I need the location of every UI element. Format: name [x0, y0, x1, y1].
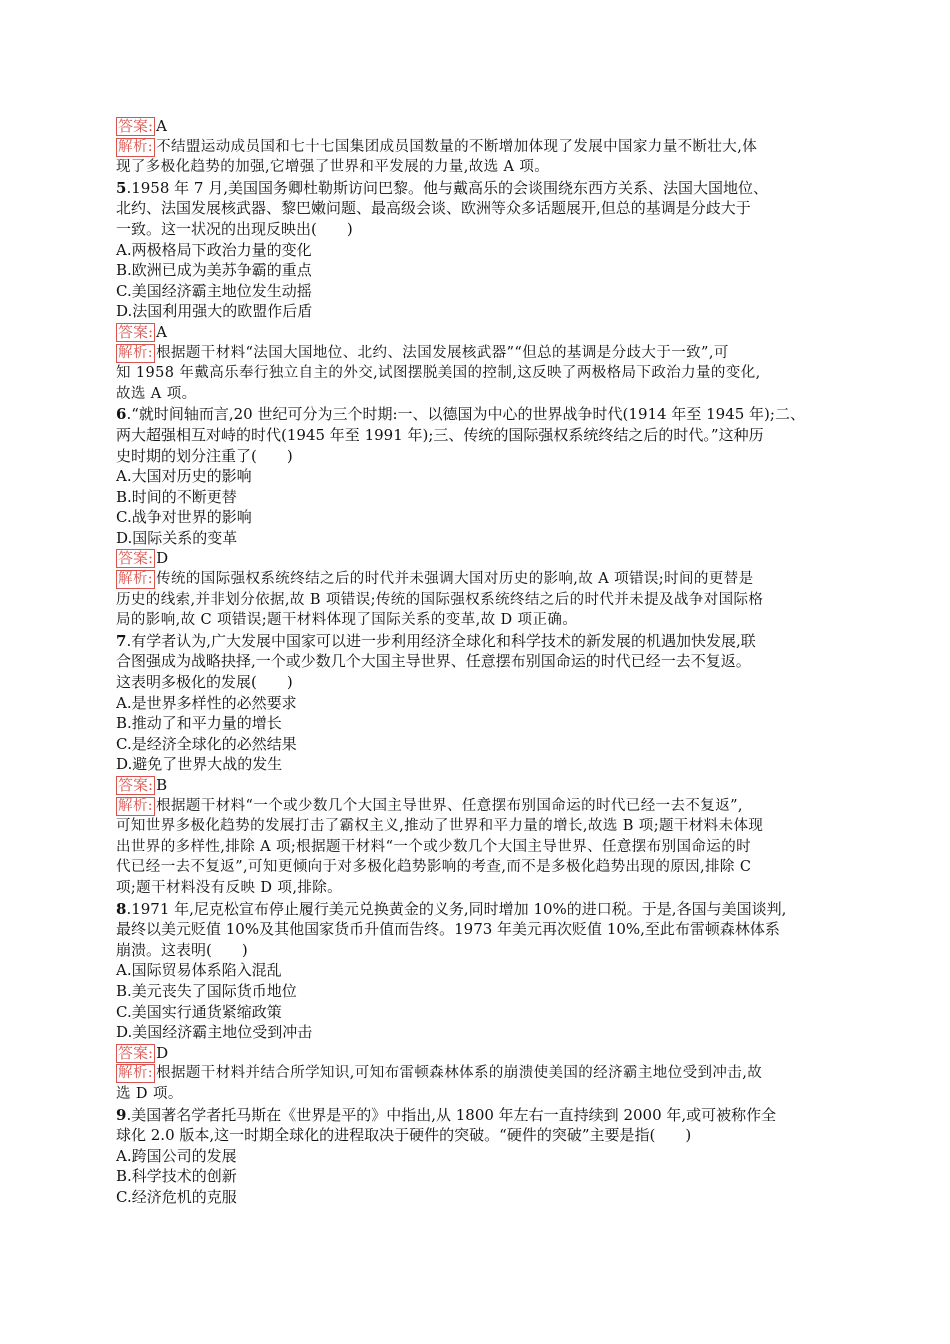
q6-stem: 6.“就时间轴而言,20 世纪可分为三个时期:一、以德国为中心的世界战争时代(1914 年至 1945 年);二、 — [116, 405, 805, 424]
answer-tag: 答案: — [118, 549, 154, 568]
q7-stem: 7.有学者认为,广大发展中国家可以进一步利用经济全球化和科学技术的新发展的机遇加快发展,联 — [116, 631, 756, 650]
q6-analysis: 解析: 传统的国际强权系统终结之后的时代并未强调大国对历史的影响,故 A 项错误;时间的更替是 — [118, 571, 754, 588]
q7-analysis-line: 项;题干材料没有反映 D 项,排除。 — [116, 879, 343, 896]
answer-tag: 答案: — [118, 117, 154, 135]
q5-stem-line: 一致。这一状况的出现反映出( ) — [116, 219, 353, 238]
q6-option-a: A.大国对历史的影响 — [116, 467, 252, 486]
q6-option-d: D.国际关系的变革 — [116, 528, 238, 547]
q9-stem: 9.美国著名学者托马斯在《世界是平的》中指出,从 1800 年左右一直持续到 2000 年,或可被称作全 — [116, 1105, 777, 1124]
q5-option-a: A.两极格局下政治力量的变化 — [116, 240, 312, 259]
q7-option-b: B.推动了和平力量的增长 — [116, 714, 282, 733]
q6-analysis-line: 局的影响,故 C 项错误;题干材料体现了国际关系的变革,故 D 项正确。 — [116, 612, 578, 629]
q8-stem: 8.1971 年,尼克松宣布停止履行美元兑换黄金的义务,同时增加 10%的进口税。于是,各国与美国谈判, — [116, 899, 787, 918]
q6-option-c: C.战争对世界的影响 — [116, 508, 252, 527]
q8-option-d: D.美国经济霸主地位受到冲击 — [116, 1023, 313, 1042]
analysis-tag: 解析: — [118, 138, 154, 155]
q6-answer: 答案: D — [118, 549, 169, 568]
q5-stem: 5.1958 年 7 月,美国国务卿杜勒斯访问巴黎。他与戴高乐的会谈围绕东西方关系、法国大国地位、 — [116, 178, 768, 197]
q8-answer: 答案: D — [118, 1043, 169, 1062]
q9-option-c: C.经济危机的克服 — [116, 1187, 237, 1206]
q7-analysis: 解析: 根据题干材料“一个或少数几个大国主导世界、任意摆布别国命运的时代已经一去不复返”, — [118, 797, 743, 814]
answer-tag: 答案: — [118, 1043, 154, 1062]
analysis-tag: 解析: — [118, 344, 154, 361]
q6-option-b: B.时间的不断更替 — [116, 487, 237, 506]
q8-stem-line: 最终以美元贬值 10%及其他国家货币升值而告终。1973 年美元再次贬值 10%,至此布雷顿森林体系 — [116, 920, 780, 939]
q5-option-b: B.欧洲已成为美苏争霸的重点 — [116, 261, 312, 280]
q9-option-a: A.跨国公司的发展 — [116, 1146, 237, 1165]
q7-stem-line: 合图强成为战略抉择,一个或少数几个大国主导世界、任意摆布别国命运的时代已经一去不复返。 — [116, 652, 751, 671]
q5-analysis-line: 故选 A 项。 — [116, 385, 197, 402]
q5-option-c: C.美国经济霸主地位发生动摇 — [116, 281, 312, 300]
analysis-tag: 解析: — [118, 1065, 154, 1082]
q8-option-b: B.美元丧失了国际货币地位 — [116, 981, 297, 1000]
q6-stem-line: 两大超强相互对峙的时代(1945 年至 1991 年);三、传统的国际强权系统终结之后的时代。”这种历 — [116, 425, 764, 444]
q8-analysis: 解析: 根据题干材料并结合所学知识,可知布雷顿森林体系的崩溃使美国的经济霸主地位受到冲击,故 — [118, 1065, 763, 1082]
q8-option-a: A.国际贸易体系陷入混乱 — [116, 961, 282, 980]
q4-analysis: 解析: 不结盟运动成员国和七十七国集团成员国数量的不断增加体现了发展中国家力量不断壮大,体 — [118, 138, 758, 155]
q9-stem-line: 球化 2.0 版本,这一时期全球化的进程取决于硬件的突破。“硬件的突破”主要是指( ) — [116, 1126, 692, 1145]
q4-analysis-line: 现了多极化趋势的加强,它增强了世界和平发展的力量,故选 A 项。 — [116, 159, 550, 176]
q7-option-a: A.是世界多样性的必然要求 — [116, 693, 297, 712]
analysis-tag: 解析: — [118, 571, 154, 588]
q4-answer: 答案: A — [118, 117, 167, 135]
q8-analysis-line: 选 D 项。 — [116, 1085, 183, 1102]
q5-analysis-line: 知 1958 年戴高乐奉行独立自主的外交,试图摆脱美国的控制,这反映了两极格局下政治力量的变化, — [116, 365, 761, 382]
q5-answer: 答案: A — [118, 322, 167, 341]
q9-option-b: B.科学技术的创新 — [116, 1167, 237, 1186]
q5-stem-line: 北约、法国发展核武器、黎巴嫩问题、最高级会谈、欧洲等众多话题展开,但总的基调是分歧大于 — [116, 199, 751, 218]
answer-tag: 答案: — [118, 322, 154, 341]
q8-option-c: C.美国实行通货紧缩政策 — [116, 1002, 282, 1021]
answer-tag: 答案: — [118, 776, 154, 794]
q7-stem-line: 这表明多极化的发展( ) — [116, 673, 293, 692]
q7-analysis-line: 代已经一去不复返”,可知更倾向于对多极化趋势影响的考查,而不是多极化趋势出现的原因,排除 C — [116, 859, 752, 876]
q6-stem-line: 史时期的划分注重了( ) — [116, 446, 293, 465]
q7-option-d: D.避免了世界大战的发生 — [116, 755, 283, 774]
q7-option-c: C.是经济全球化的必然结果 — [116, 734, 297, 753]
q8-stem-line: 崩溃。这表明( ) — [116, 940, 248, 959]
q6-analysis-line: 历史的线索,并非划分依据,故 B 项错误;传统的国际强权系统终结之后的时代并未提及战争对国际格 — [116, 591, 764, 608]
q5-option-d: D.法国利用强大的欧盟作后盾 — [116, 302, 313, 321]
q7-answer: 答案: B — [118, 776, 168, 794]
q7-analysis-line: 出世界的多样性,排除 A 项;根据题干材料“一个或少数几个大国主导世界、任意摆布别国命运的时 — [116, 838, 751, 855]
analysis-tag: 解析: — [118, 797, 154, 814]
q5-analysis: 解析: 根据题干材料“法国大国地位、北约、法国发展核武器”“但总的基调是分歧大于一致”,可 — [118, 344, 729, 361]
document-page — [116, 116, 834, 1207]
q7-analysis-line: 可知世界多极化趋势的发展打击了霸权主义,推动了世界和平力量的增长,故选 B 项;题干材料未体现 — [116, 818, 764, 835]
